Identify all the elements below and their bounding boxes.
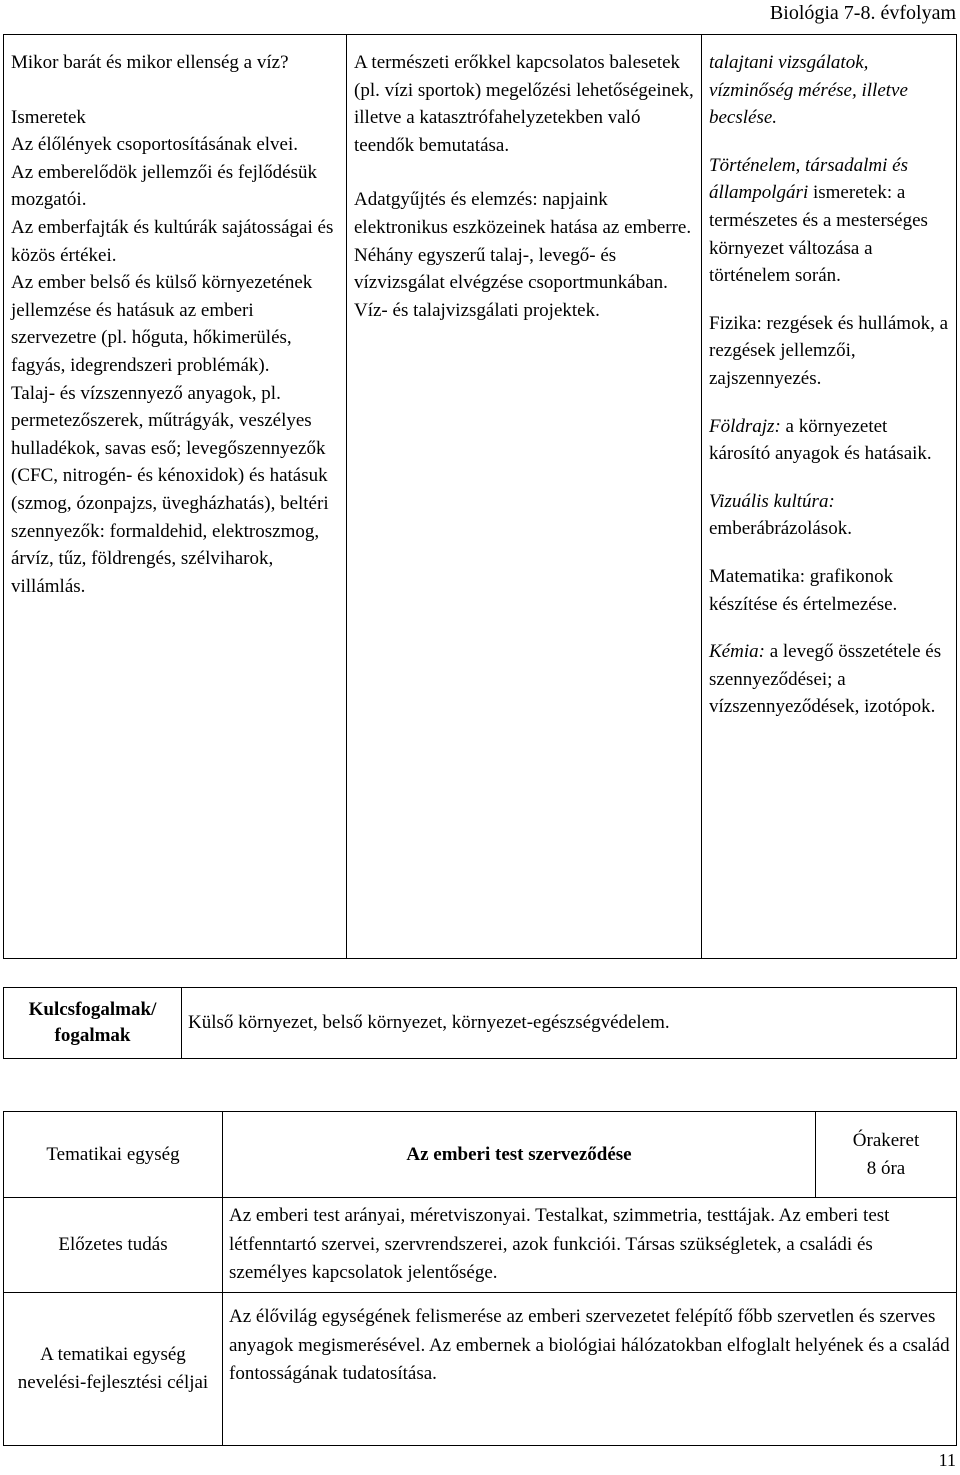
hours-label: Órakeret	[852, 1129, 920, 1151]
connection-text: a levegő összetétele és szennyeződései; a vízszennyeződések, izotópok.	[709, 641, 942, 718]
connection-intro: talajtani vizsgálatok, vízminőség mérése, illetve becslése.	[709, 52, 908, 129]
connection-label: Kémia:	[709, 641, 765, 663]
connection-text: rezgések és hullámok, a rezgések jellemzői, zajszennyezés.	[709, 312, 949, 389]
activity-item: Víz- és talajvizsgálati projektek.	[354, 299, 600, 321]
key-concepts-label: Kulcsfogalmak/ fogalmak	[4, 988, 182, 1059]
connections-column	[702, 35, 957, 959]
connection-label: Vizuális kultúra:	[709, 490, 835, 512]
activities-column	[347, 35, 702, 959]
connection-text: a környezetet károsító anyagok és hatásaik.	[709, 415, 932, 465]
knowledge-item: Az emberelődök jellemzői és fejlődésük mozgatói.	[11, 161, 318, 211]
connection-visual-culture	[709, 488, 950, 543]
prior-knowledge-label: Előzetes tudás	[4, 1198, 223, 1293]
connection-geography	[709, 413, 950, 468]
connection-label: Fizika:	[709, 312, 762, 334]
content-table	[3, 34, 957, 959]
hours-value: 8 óra	[866, 1157, 906, 1179]
page-number: 11	[938, 1450, 956, 1470]
knowledge-heading: Ismeretek	[11, 106, 86, 128]
activity-item: Néhány egyszerű talaj-, levegő- és vízvizsgálat elvégzése csoportmunkában.	[354, 244, 668, 294]
knowledge-item: Az élőlények csoportosításának elvei.	[11, 134, 299, 156]
knowledge-item: Az ember belső és külső környezetének jellemzése és hatásuk az emberi szervezetre (pl. hőguta, hőkimerülés, fagyás, idegrendszeri problémák).	[11, 272, 313, 376]
unit-goals-text: Az élővilág egységének felismerése az emberi szervezetet felépítő főbb szervetlen és szerves anyagok megismerésével. Az embernek a biológiai hálózatokban elfoglalt helyének és a család fontosságának tudatosítása.	[223, 1293, 957, 1446]
knowledge-column	[4, 35, 347, 959]
knowledge-item: Az emberfajták és kultúrák sajátosságai és közös értékei.	[11, 216, 334, 266]
connection-history	[709, 152, 950, 290]
key-concepts-text: Külső környezet, belső környezet, környezet-egészségvédelem.	[182, 988, 957, 1059]
connection-label: Történelem, társadalmi és állampolgári	[709, 154, 908, 204]
thematic-unit-label: Tematikai egység	[4, 1112, 223, 1198]
connection-label: Földrajz:	[709, 415, 781, 437]
page-header: Biológia 7-8. évfolyam	[769, 2, 956, 24]
connection-label: Matematika:	[709, 565, 806, 587]
topic-question: Mikor barát és mikor ellenség a víz?	[11, 52, 289, 73]
thematic-unit-table	[3, 1111, 957, 1446]
connection-text: emberábrázolások.	[709, 518, 852, 540]
key-concepts-table	[3, 987, 957, 1059]
knowledge-item: Talaj- és vízszennyező anyagok, pl. permetezőszerek, műtrágyák, veszélyes hulladékok, savas eső; levegőszennyezők (CFC, nitrogén- és kénoxidok) és hatásuk (szmog, ózonpajzs, üvegházhatás), beltéri szennyezők: formaldehid, elektroszmog, árvíz, tűz, földrengés, szélviharok, villámlás.	[11, 382, 329, 597]
connection-mathematics	[709, 563, 950, 618]
connection-physics	[709, 310, 950, 393]
hours-cell	[816, 1112, 957, 1198]
activity-item: A természeti erőkkel kapcsolatos balesetek (pl. vízi sportok) megelőzési lehetőségeinek, illetve a katasztrófahelyzetekben való teendők bemutatása.	[354, 52, 694, 156]
thematic-unit-title: Az emberi test szerveződése	[223, 1112, 816, 1198]
connection-chemistry	[709, 638, 950, 721]
prior-knowledge-text: Az emberi test arányai, méretviszonyai. Testalkat, szimmetria, testtájak. Az emberi test létfenntartó szervei, szervrendszerei, azok funkciói. Társas szükségletek, a családi és személyes kapcsolatok jelentősége.	[223, 1198, 957, 1293]
connection-text: ismeretek: a természetes és a mesterséges környezet változása a történelem során.	[709, 182, 928, 287]
connection-text: grafikonok készítése és értelmezése.	[709, 565, 898, 615]
unit-goals-label: A tematikai egység nevelési-fejlesztési céljai	[4, 1293, 223, 1446]
activity-item: Adatgyűjtés és elemzés: napjaink elektronikus eszközeinek hatása az emberre.	[354, 189, 692, 238]
